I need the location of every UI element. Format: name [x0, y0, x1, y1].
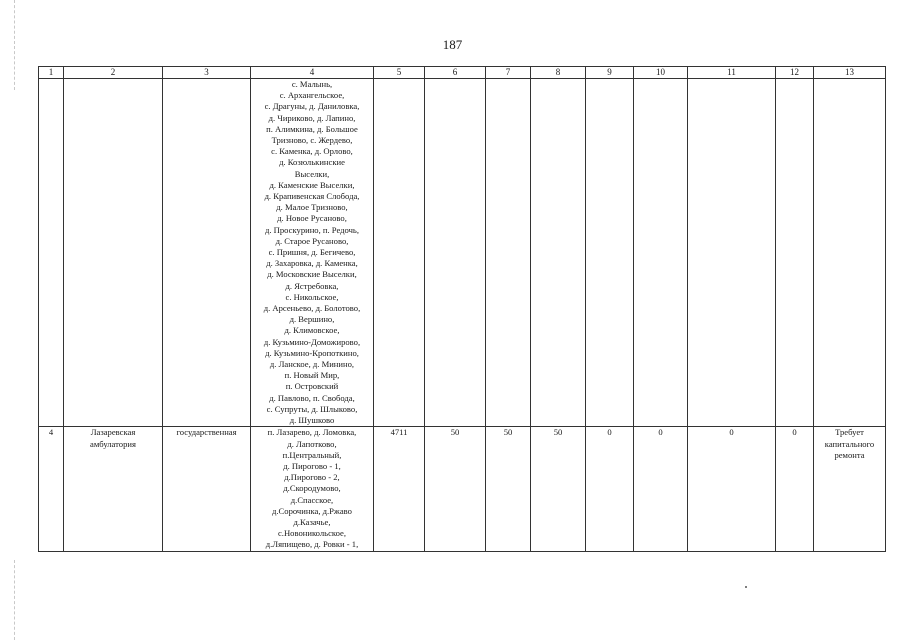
- table-cell: [39, 79, 64, 427]
- table-cell: 0: [688, 427, 776, 551]
- settlements-cell: п. Лазарево, д. Ломовка, д. Лапотково, п.Центральный, д. Пирогово - 1, д.Пирогово - 2, д.Скородумово, д.Спасское, д.Сорочинка, д.Ржаво д.Казачье, с.Новоникольское, д.Ляпищево, д. Ровки - 1,: [251, 427, 374, 551]
- table-row-4: [39, 427, 886, 551]
- column-header: 6: [425, 67, 486, 79]
- page-number: 187: [442, 37, 463, 52]
- column-header: 7: [486, 67, 531, 79]
- data-table: [38, 66, 886, 552]
- column-header: 3: [163, 67, 251, 79]
- column-header: 1: [39, 67, 64, 79]
- condition-cell: Требует капитального ремонта: [814, 427, 886, 551]
- table-cell: [163, 79, 251, 427]
- column-header: 13: [814, 67, 886, 79]
- table-row-continuation: [39, 79, 886, 427]
- table-cell: [486, 79, 531, 427]
- settlements-cell: с. Малынь, с. Архангельское, с. Драгуны, д. Даниловка, д. Чириково, д. Лапино, п. Алимкина, д. Большое Тризново, с. Жердево, с. Каменка, д. Орлово, д. Козюлькинские Выселки, д. Каменские Выселки, д. Крапивенская Слобода, д. Малое Тризново, д. Новое Русаново, д. Проскурино, п. Редочь, д. Старое Русаново, с. Пришня, д. Бегичево, д. Захаровка, д. Каменка, д. Московские Выселки, д. Ястребовка, с. Никольское, д. Арсеньево, д. Болотово, д. Вершино, д. Климовское, д. Кузьмино-Доможирово, д. Кузьмино-Кропоткино, д. Ланское, д. Минино, п. Новый Мир, п. Островский д. Павлово, п. Свобода, с. Супруты, д. Шлыково, д. Шушково: [251, 79, 374, 427]
- table-cell: [814, 79, 886, 427]
- table-cell: [688, 79, 776, 427]
- table-cell: [586, 79, 634, 427]
- scan-speck: [745, 586, 747, 588]
- table-cell: [425, 79, 486, 427]
- column-header: 12: [776, 67, 814, 79]
- column-header: 5: [374, 67, 425, 79]
- column-header: 11: [688, 67, 776, 79]
- table-cell: 0: [776, 427, 814, 551]
- ownership-cell: государственная: [163, 427, 251, 551]
- table-cell: [374, 79, 425, 427]
- table-cell: 0: [634, 427, 688, 551]
- column-header: 4: [251, 67, 374, 79]
- table-cell: 4711: [374, 427, 425, 551]
- table-cell: 50: [486, 427, 531, 551]
- row-number-cell: 4: [39, 427, 64, 551]
- column-header: 8: [531, 67, 586, 79]
- left-margin-mark-bottom: [14, 560, 16, 640]
- column-header: 9: [586, 67, 634, 79]
- table-cell: 0: [586, 427, 634, 551]
- header-row: [39, 67, 886, 79]
- table-cell: [634, 79, 688, 427]
- table-cell: [64, 79, 163, 427]
- facility-name-cell: Лазаревская амбулатория: [64, 427, 163, 551]
- column-header: 10: [634, 67, 688, 79]
- table-cell: 50: [531, 427, 586, 551]
- column-header: 2: [64, 67, 163, 79]
- table-cell: [531, 79, 586, 427]
- table-cell: 50: [425, 427, 486, 551]
- table-cell: [776, 79, 814, 427]
